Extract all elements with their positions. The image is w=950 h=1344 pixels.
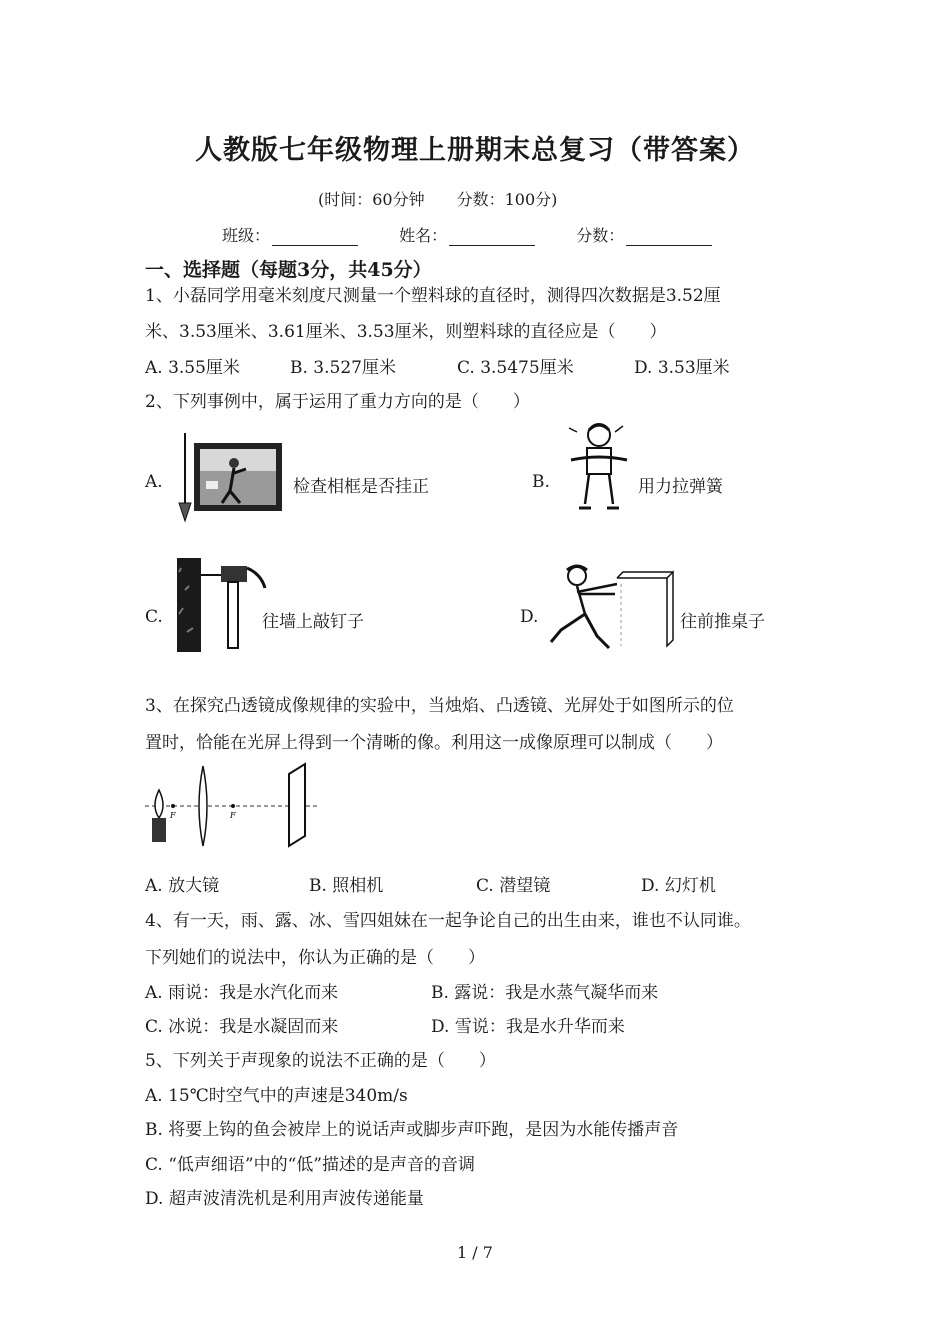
q1-stem-line1: 1、小磊同学用毫米刻度尺测量一个塑料球的直径时，测得四次数据是3.52厘: [145, 286, 721, 306]
plumb-line-frame-image: [172, 433, 288, 525]
q5-option-d[interactable]: D. 超声波清洗机是利用声波传递能量: [145, 1189, 424, 1209]
name-blank[interactable]: [449, 229, 535, 246]
score-blank[interactable]: [626, 229, 712, 246]
q1-option-c[interactable]: C. 3.5475厘米: [457, 358, 574, 378]
q2-option-c-text[interactable]: 往墙上敲钉子: [262, 612, 364, 632]
q3-option-c[interactable]: C. 潜望镜: [476, 876, 551, 896]
q3-stem-line2: 置时，恰能在光屏上得到一个清晰的像。利用这一成像原理可以制成（ ）: [145, 733, 723, 753]
q4-option-a[interactable]: A. 雨说：我是水汽化而来: [145, 983, 339, 1003]
focal-point-label-2: F: [230, 811, 236, 820]
push-table-image: [547, 564, 677, 654]
student-fields: [222, 223, 748, 246]
class-field: [222, 223, 358, 246]
q3-option-a[interactable]: A. 放大镜: [145, 876, 220, 896]
q3-stem-line1: 3、在探究凸透镜成像规律的实验中，当烛焰、凸透镜、光屏处于如图所示的位: [145, 696, 734, 716]
q4-stem-line1: 4、有一天，雨、露、冰、雪四姐妹在一起争论自己的出生由来，谁也不认同谁。: [145, 911, 751, 931]
q4-stem-line2: 下列她们的说法中，你认为正确的是（ ）: [145, 948, 485, 968]
q5-stem: 5、下列关于声现象的说法不正确的是（ ）: [145, 1051, 496, 1071]
q3-option-b[interactable]: B. 照相机: [309, 876, 384, 896]
section-heading: 一、选择题（每题3分，共45分）: [145, 259, 432, 281]
q5-option-c[interactable]: C. “低声细语”中的“低”描述的是声音的音调: [145, 1155, 475, 1175]
q1-stem-line2: 米、3.53厘米、3.61厘米、3.53厘米，则塑料球的直径应是（ ）: [145, 322, 667, 342]
q1-option-d[interactable]: D. 3.53厘米: [634, 358, 730, 378]
q2-option-a-letter[interactable]: A.: [145, 472, 163, 492]
page-number: 1 / 7: [457, 1243, 493, 1262]
score-field: [576, 223, 712, 246]
q5-option-b[interactable]: B. 将要上钩的鱼会被岸上的说话声或脚步声吓跑，是因为水能传播声音: [145, 1120, 679, 1140]
q2-option-a-text[interactable]: 检查相框是否挂正: [293, 477, 429, 497]
name-field: [399, 223, 535, 246]
focal-point-label-1: F: [170, 811, 176, 820]
q2-option-b-letter[interactable]: B.: [532, 472, 550, 492]
class-blank[interactable]: [272, 229, 358, 246]
q2-option-d-letter[interactable]: D.: [520, 607, 539, 627]
exam-info: (时间：60分钟 分数：100分): [318, 190, 558, 209]
q2-option-b-text[interactable]: 用力拉弹簧: [638, 477, 723, 497]
name-label: 姓名：: [399, 226, 448, 245]
lens-setup-diagram: [145, 760, 320, 850]
class-label: 班级：: [222, 226, 271, 245]
spring-stretch-image: [565, 420, 633, 520]
q4-option-b[interactable]: B. 露说：我是水蒸气凝华而来: [431, 983, 659, 1003]
q2-option-d-text[interactable]: 往前推桌子: [680, 612, 765, 632]
score-label: 分数：: [576, 226, 625, 245]
q4-option-c[interactable]: C. 冰说：我是水凝固而来: [145, 1017, 339, 1037]
q2-option-c-letter[interactable]: C.: [145, 607, 163, 627]
q4-option-d[interactable]: D. 雪说：我是水升华而来: [431, 1017, 625, 1037]
q1-option-a[interactable]: A. 3.55厘米: [145, 358, 240, 378]
q2-stem: 2、下列事例中，属于运用了重力方向的是（ ）: [145, 392, 530, 412]
page-title: 人教版七年级物理上册期末总复习（带答案）: [195, 135, 755, 166]
q5-option-a[interactable]: A. 15℃时空气中的声速是340m/s: [145, 1086, 408, 1106]
q3-option-d[interactable]: D. 幻灯机: [641, 876, 716, 896]
q1-option-b[interactable]: B. 3.527厘米: [290, 358, 396, 378]
hammer-nail-image: [175, 558, 265, 654]
